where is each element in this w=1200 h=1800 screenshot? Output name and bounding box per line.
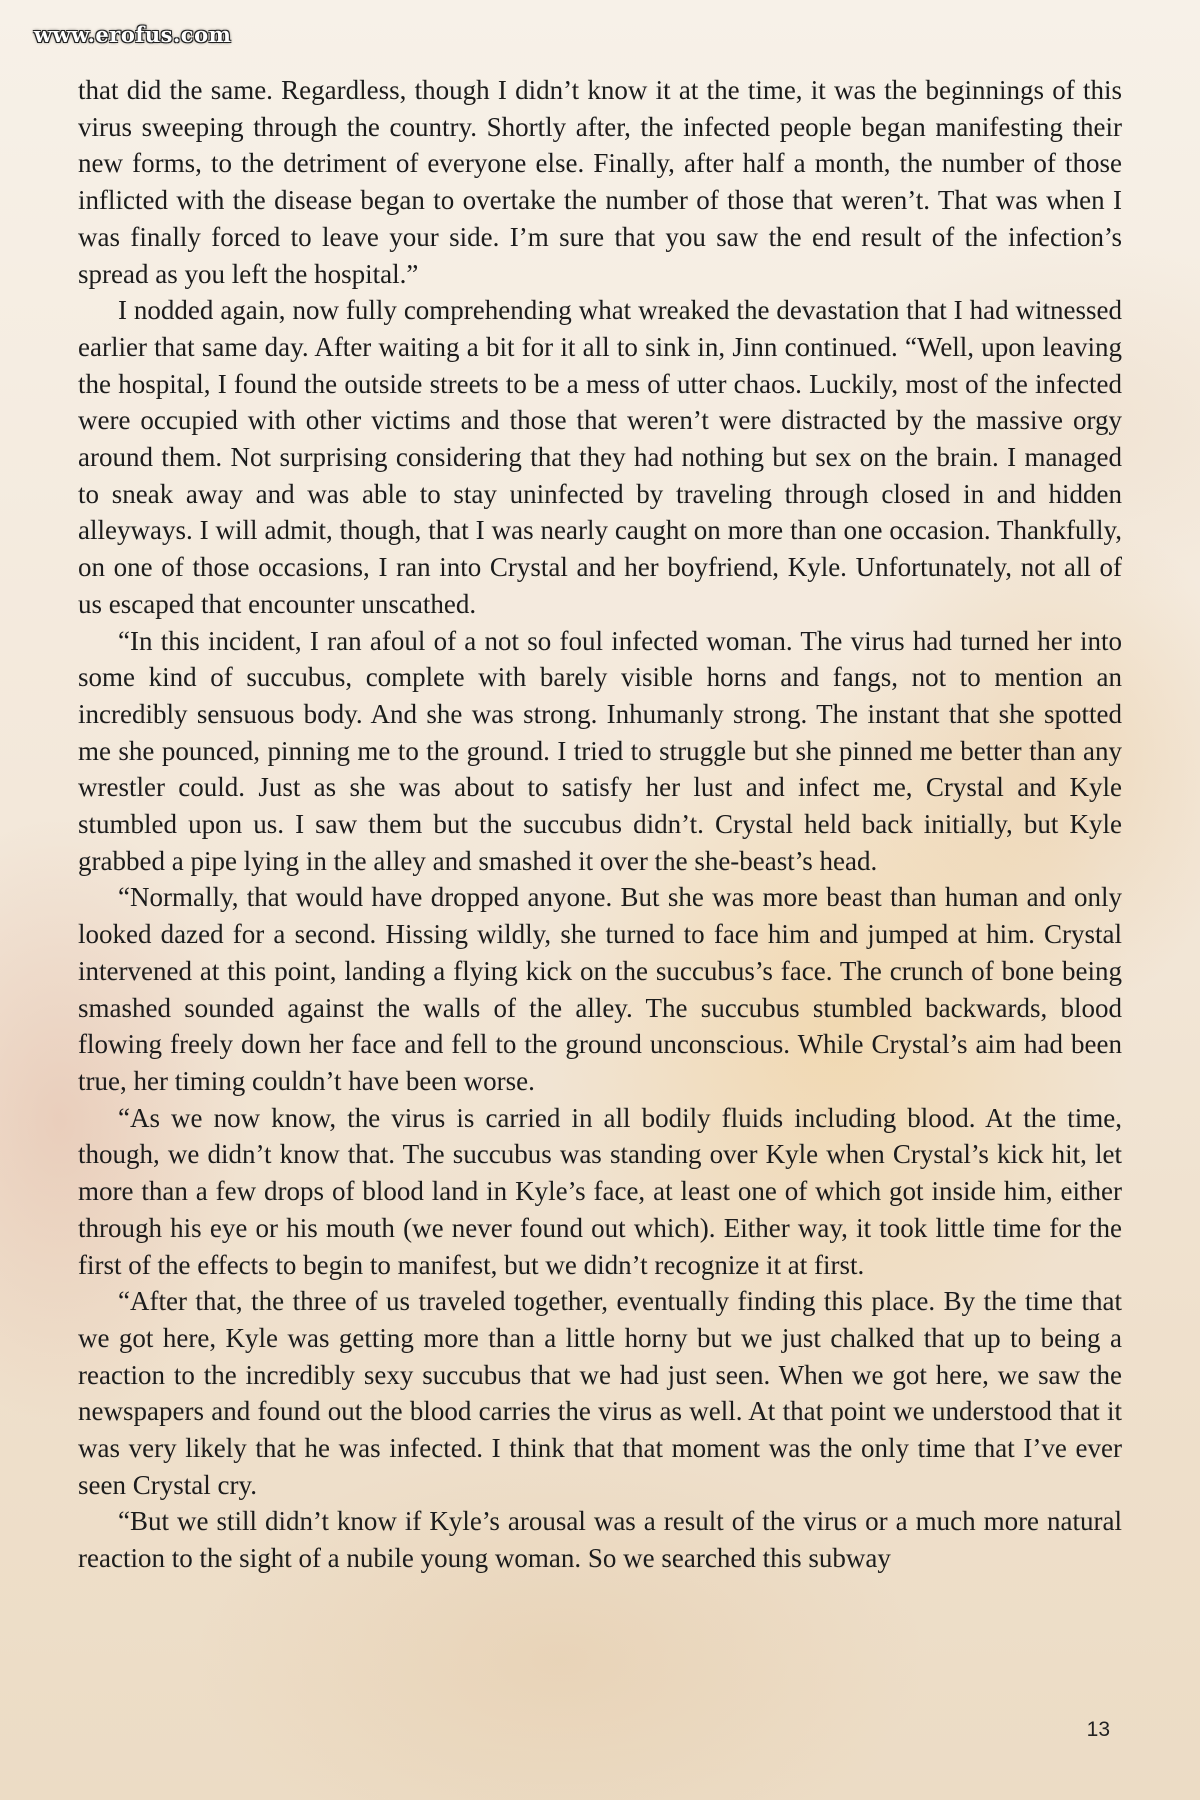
paragraph-5: “As we now know, the virus is carried in all bodily fluids including blood. At the time, though, we didn’t know that. The succubus was standing over Kyle when Crystal’s kick hit, let more than a few drops of blood land in Kyle’s face, at least one of which got inside him, either through his eye or his mouth (we never found out which). Either way, it took little time for the first of the effects to begin to manifest, but we didn’t recognize it at first. xyxy=(78,1102,1122,1280)
paragraph-7: “But we still didn’t know if Kyle’s arousal was a result of the virus or a much more natural reaction to the sight of a nubile young woman. So we searched this subway xyxy=(78,1506,1122,1574)
body-text xyxy=(78,72,1122,1577)
paragraph-3: “In this incident, I ran afoul of a not so foul infected woman. The virus had turned her into some kind of succubus, complete with barely visible horns and fangs, not to mention an incredibly sensuous body. And she was strong. Inhumanly strong. The instant that she spotted me she pounced, pinning me to the ground. I tried to struggle but she pinned me better than any wrestler could. Just as she was about to satisfy her lust and infect me, Crystal and Kyle stumbled upon us. I saw them but the succubus didn’t. Crystal held back initially, but Kyle grabbed a pipe lying in the alley and smashed it over the she-beast’s head. xyxy=(78,625,1122,876)
paragraph-4: “Normally, that would have dropped anyone. But she was more beast than human and only looked dazed for a second. Hissing wildly, she turned to face him and jumped at him. Crystal intervened at this point, landing a flying kick on the succubus’s face. The crunch of bone being smashed sounded against the walls of the alley. The succubus stumbled backwards, blood flowing freely down her face and fell to the ground unconscious. While Crystal’s aim had been true, her timing couldn’t have been worse. xyxy=(78,882,1122,1096)
paragraph-2: I nodded again, now fully comprehending what wreaked the devastation that I had witnessed earlier that same day. After waiting a bit for it all to sink in, Jinn continued. “Well, upon leaving the hospital, I found the outside streets to be a mess of utter chaos. Luckily, most of the infected were occupied with other victims and those that weren’t were distracted by the massive orgy around them. Not surprising considering that they had nothing but sex on the brain. I managed to sneak away and was able to stay uninfected by traveling through closed in and hidden alleyways. I will admit, though, that I was nearly caught on more than one occasion. Thankfully, on one of those occasions, I ran into Crystal and her boyfriend, Kyle. Unfortunately, not all of us escaped that encounter unscathed. xyxy=(78,295,1122,619)
page-number: 13 xyxy=(1086,1718,1110,1741)
paragraph-1: that did the same. Regardless, though I didn’t know it at the time, it was the beginnings of this virus sweeping through the country. Shortly after, the infected people began manifesting their new forms, to the detriment of everyone else. Finally, after half a month, the number of those inflicted with the disease began to overtake the number of those that weren’t. That was when I was finally forced to leave your side. I’m sure that you saw the end result of the infection’s spread as you left the hospital.” xyxy=(78,75,1122,289)
paragraph-6: “After that, the three of us traveled together, eventually finding this place. By the time that we got here, Kyle was getting more than a little horny but we just chalked that up to being a reaction to the incredibly sexy succubus that we had just seen. When we got here, we saw the newspapers and found out the blood carries the virus as well. At that point we understood that it was very likely that he was infected. I think that that moment was the only time that I’ve ever seen Crystal cry. xyxy=(78,1286,1122,1500)
site-watermark: www.erofus.com xyxy=(34,22,232,47)
